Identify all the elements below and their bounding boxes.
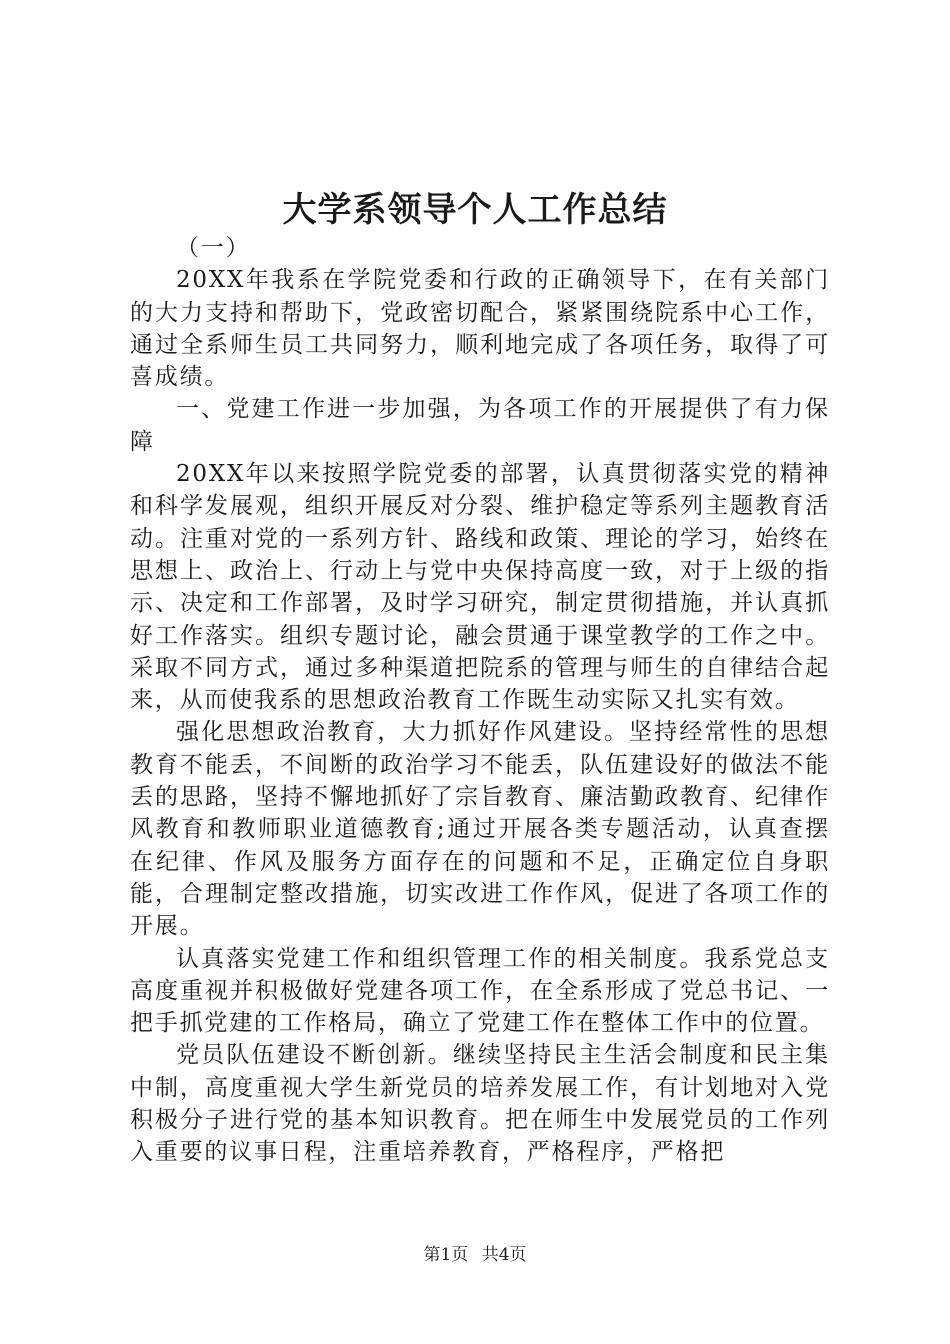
document-body xyxy=(130,232,830,1169)
paragraph: 20XX年以来按照学院党委的部署，认真贯彻落实党的精神和科学发展观，组织开展反对分裂、维护稳定等系列主题教育活动。注重对党的一系列方针、路线和政策、理论的学习，始终在思想上、政治上、行动上与党中央保持高度一致，对于上级的指示、决定和工作部署，及时学习研究，制定贯彻措施，并认真抓好工作落实。组织专题讨论，融会贯通于课堂教学的工作之中。采取不同方式，通过多种渠道把院系的管理与师生的自律结合起来，从而使我系的思想政治教育工作既生动实际又扎实有效。 xyxy=(130,461,830,714)
paragraph: 20XX年我系在学院党委和行政的正确领导下，在有关部门的大力支持和帮助下，党政密切配合，紧紧围绕院系中心工作，通过全系师生员工共同努力，顺利地完成了各项任务，取得了可喜成绩。 xyxy=(130,267,830,391)
page-number: 第1页 xyxy=(423,1245,469,1265)
paragraph: 党员队伍建设不断创新。继续坚持民主生活会制度和民主集中制，高度重视大学生新党员的培养发展工作，有计划地对入党积极分子进行党的基本知识教育。把在师生中发展党员的工作列入重要的议事日程，注重培养教育，严格程序，严格把 xyxy=(130,1042,830,1166)
paragraph: 认真落实党建工作和组织管理工作的相关制度。我系党总支高度重视并积极做好党建各项工作，在全系形成了党总书记、一把手抓党建的工作格局，确立了党建工作在整体工作中的位置。 xyxy=(130,945,830,1037)
page-footer xyxy=(0,1243,950,1267)
section-heading: 一、党建工作进一步加强，为各项工作的开展提供了有力保障 xyxy=(130,396,830,455)
page-total: 共4页 xyxy=(481,1245,527,1265)
document-title: 大学系领导个人工作总结 xyxy=(282,190,668,230)
section-marker: （一） xyxy=(176,235,251,261)
paragraph: 强化思想政治教育，大力抓好作风建设。坚持经常性的思想教育不能丢，不间断的政治学习不能丢，队伍建设好的做法不能丢的思路，坚持不懈地抓好了宗旨教育、廉洁勤政教育、纪律作风教育和教师职业道德教育;通过开展各类专题活动，认真查摆在纪律、作风及服务方面存在的问题和不足，正确定位自身职能，合理制定整改措施，切实改进工作作风，促进了各项工作的开展。 xyxy=(130,719,830,940)
